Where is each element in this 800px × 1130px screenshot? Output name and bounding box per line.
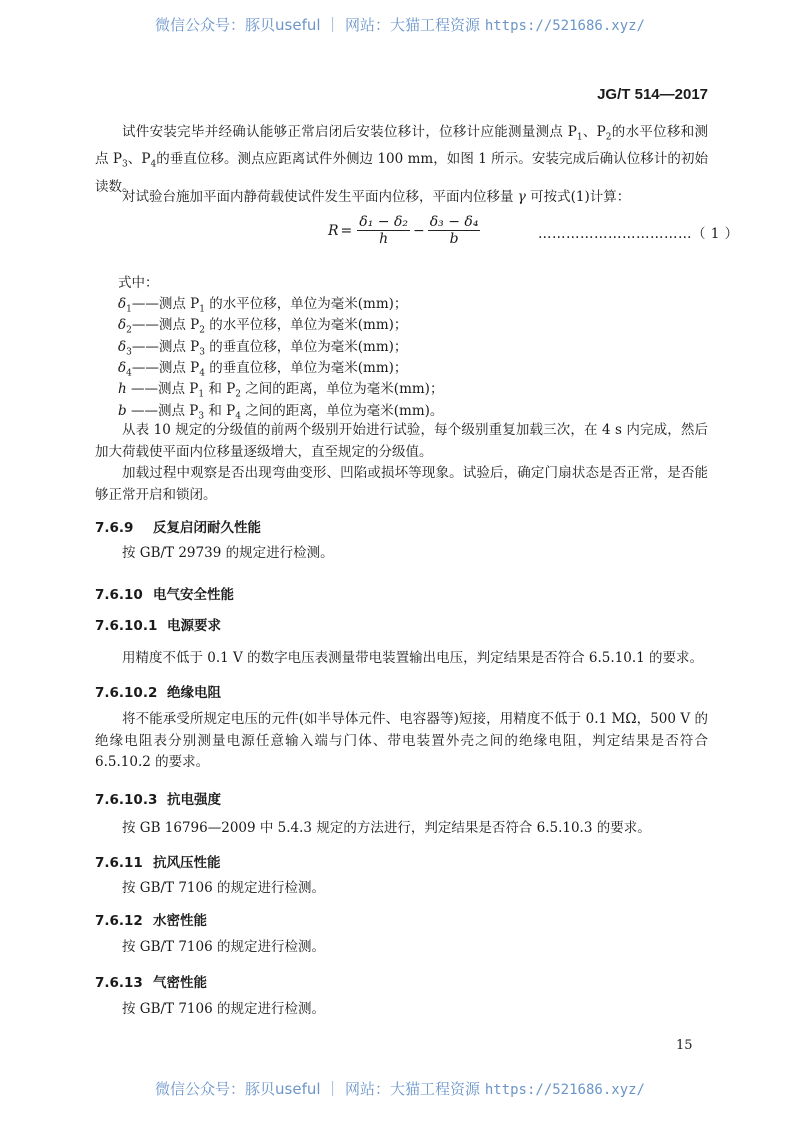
text-run: ——测点 P [131,296,200,312]
math-symbol: δ [118,359,127,376]
math-symbol: δ [118,317,127,334]
formula-minus: − [413,222,425,239]
definition-item [118,335,407,358]
fraction-1 [357,214,410,247]
subscript: 1 [199,304,205,315]
heading-title: 电气安全性能 [153,587,234,603]
text-run: 的垂直位移。测点应距离试件外侧边 100 mm，如图 1 所示。安装完成后确认位移计的初始读数。 [95,151,709,195]
fraction-2 [428,214,481,247]
text-run: 和 P [204,381,236,398]
text-run: 的水平位移，单位为毫米(mm)； [204,317,408,334]
text-run: ——测点 P [131,338,200,355]
text-run: 的垂直位移，单位为毫米(mm)； [204,359,408,376]
heading-number: 7.6.10.2 [95,685,158,701]
heading-number: 7.6.9 [95,520,134,536]
heading-title: 抗风压性能 [153,855,221,871]
body-7-6-9: 按 GB/T 29739 的规定进行检测。 [122,545,334,561]
text-run: ——测点 P [131,317,200,334]
watermark-bottom [0,1078,800,1099]
standard-number: JG/T 514—2017 [597,86,708,103]
heading-number: 7.6.10 [95,587,143,603]
heading-7-6-12 [95,909,207,929]
text-run: 的水平位移和测点 P [95,124,709,168]
subscript: 3 [198,411,205,422]
heading-number: 7.6.10.3 [95,792,158,808]
body-7-6-10-3: 按 GB 16796—2009 中 5.4.3 规定的方法进行，判定结果是否符合 6.5.10.3 的要求。 [122,820,651,836]
heading-title: 气密性能 [153,975,207,991]
heading-number: 7.6.12 [95,913,143,929]
text-run: 可按式(1)计算： [525,189,631,205]
subscript: 2 [235,389,242,400]
heading-number: 7.6.11 [95,855,143,871]
fraction-1-numerator: δ₁ − δ₂ [359,214,408,230]
formula-eq: = [340,222,353,239]
body-7-6-10-1: 用精度不低于 0.1 V 的数字电压表测量带电装置输出电压，判定结果是否符合 6.5.10.1 的要求。 [122,650,703,666]
text-run: 、P [582,124,606,140]
text-run: ——测点 P [126,381,199,398]
watermark-text: 微信公众号：豚贝useful ｜ 网站：大猫工程资源 [155,16,485,34]
heading-7-6-13 [95,971,207,991]
definition-item [118,313,407,336]
definition-item [118,399,443,422]
subscript: 2 [199,325,205,336]
watermark-top [0,14,800,35]
subscript: 3 [199,347,205,358]
heading-7-6-9 [95,516,261,536]
body-7-6-13: 按 GB/T 7106 的规定进行检测。 [122,1001,325,1017]
subscript: 1 [126,304,132,315]
text-run: 之间的距离，单位为毫米(mm)； [241,381,444,398]
math-symbol: δ [118,296,127,312]
subscript: 4 [235,411,241,422]
heading-7-6-11 [95,851,221,871]
heading-7-6-10-1 [95,614,221,634]
heading-title: 电源要求 [167,618,221,634]
text-run: 对试验台施加平面内静荷载使试件发生平面内位移，平面内位移量 [122,189,518,205]
formula-1 [328,214,483,247]
paragraph-load [95,187,708,209]
watermark-url: https://521686.xyz/ [484,18,645,34]
paragraph-procedure: 从表 10 规定的分级值的前两个级别开始进行试验，每个级别重复加载三次，在 4 s 内完成，然后加大荷载使平面内位移量逐级增大，直至规定的分级值。 [95,422,708,460]
subscript: 1 [198,389,205,400]
text-run: ——测点 P [131,359,200,376]
math-symbol: γ [517,189,526,205]
heading-7-6-10-3 [95,788,221,808]
heading-title: 绝缘电阻 [167,685,221,701]
definition-item [118,356,407,379]
fraction-2-denominator: b [449,231,459,247]
subscript: 1 [576,132,583,143]
definition-item [118,292,407,315]
body-7-6-10-2: 将不能承受所规定电压的元件(如半导体元件、电容器等)短接，用精度不低于 0.1 MΩ，500 V 的绝缘电阻表分别测量电源任意输入端与门体、带电装置外壳之间的绝缘电阻，判定结果是否符合 6.5.10.2 的要求。 [95,711,708,771]
subscript: 2 [126,325,132,336]
subscript: 3 [126,347,132,358]
definition-item [118,377,443,400]
text-run: 之间的距离，单位为毫米(mm)。 [240,402,444,419]
subscript: 2 [605,132,612,143]
watermark-url: https://521686.xyz/ [484,1082,645,1098]
heading-7-6-10-2 [95,681,221,701]
heading-title: 水密性能 [153,913,207,929]
subscript: 4 [126,368,132,379]
subscript: 4 [199,368,205,379]
text-run: 、P [127,151,151,168]
fraction-1-denominator: h [379,231,389,247]
heading-7-6-10 [95,583,234,603]
body-7-6-11: 按 GB/T 7106 的规定进行检测。 [122,880,325,896]
fraction-2-numerator: δ₃ − δ₄ [429,214,479,230]
text-run: 的水平位移，单位为毫米(mm)； [204,296,408,312]
body-7-6-12: 按 GB/T 7106 的规定进行检测。 [122,939,325,955]
equation-number: ……………………………（ 1 ） [538,226,739,242]
text-run: 的垂直位移，单位为毫米(mm)； [204,338,408,355]
heading-number: 7.6.13 [95,975,143,991]
formula-lhs: R [328,222,339,239]
math-symbol: b [118,402,127,419]
text-run: 和 P [204,402,236,419]
heading-title: 反复启闭耐久性能 [153,520,261,536]
subscript: 3 [122,159,128,170]
page-number: 15 [676,1038,693,1053]
subscript: 4 [150,159,157,170]
math-symbol: h [118,381,127,398]
heading-number: 7.6.10.1 [95,618,158,634]
math-symbol: δ [118,338,127,355]
text-run: 试件安装完毕并经确认能够正常启闭后安装位移计，位移计应能测量测点 P [122,124,577,140]
where-label: 式中： [118,275,159,291]
watermark-text: 微信公众号：豚贝useful ｜ 网站：大猫工程资源 [155,1080,485,1098]
text-run: ——测点 P [126,402,199,419]
heading-title: 抗电强度 [167,792,221,808]
paragraph-observe: 加载过程中观察是否出现弯曲变形、凹陷或损坏等现象。试验后，确定门扇状态是否正常，是否能够正常开启和锁闭。 [95,465,708,503]
